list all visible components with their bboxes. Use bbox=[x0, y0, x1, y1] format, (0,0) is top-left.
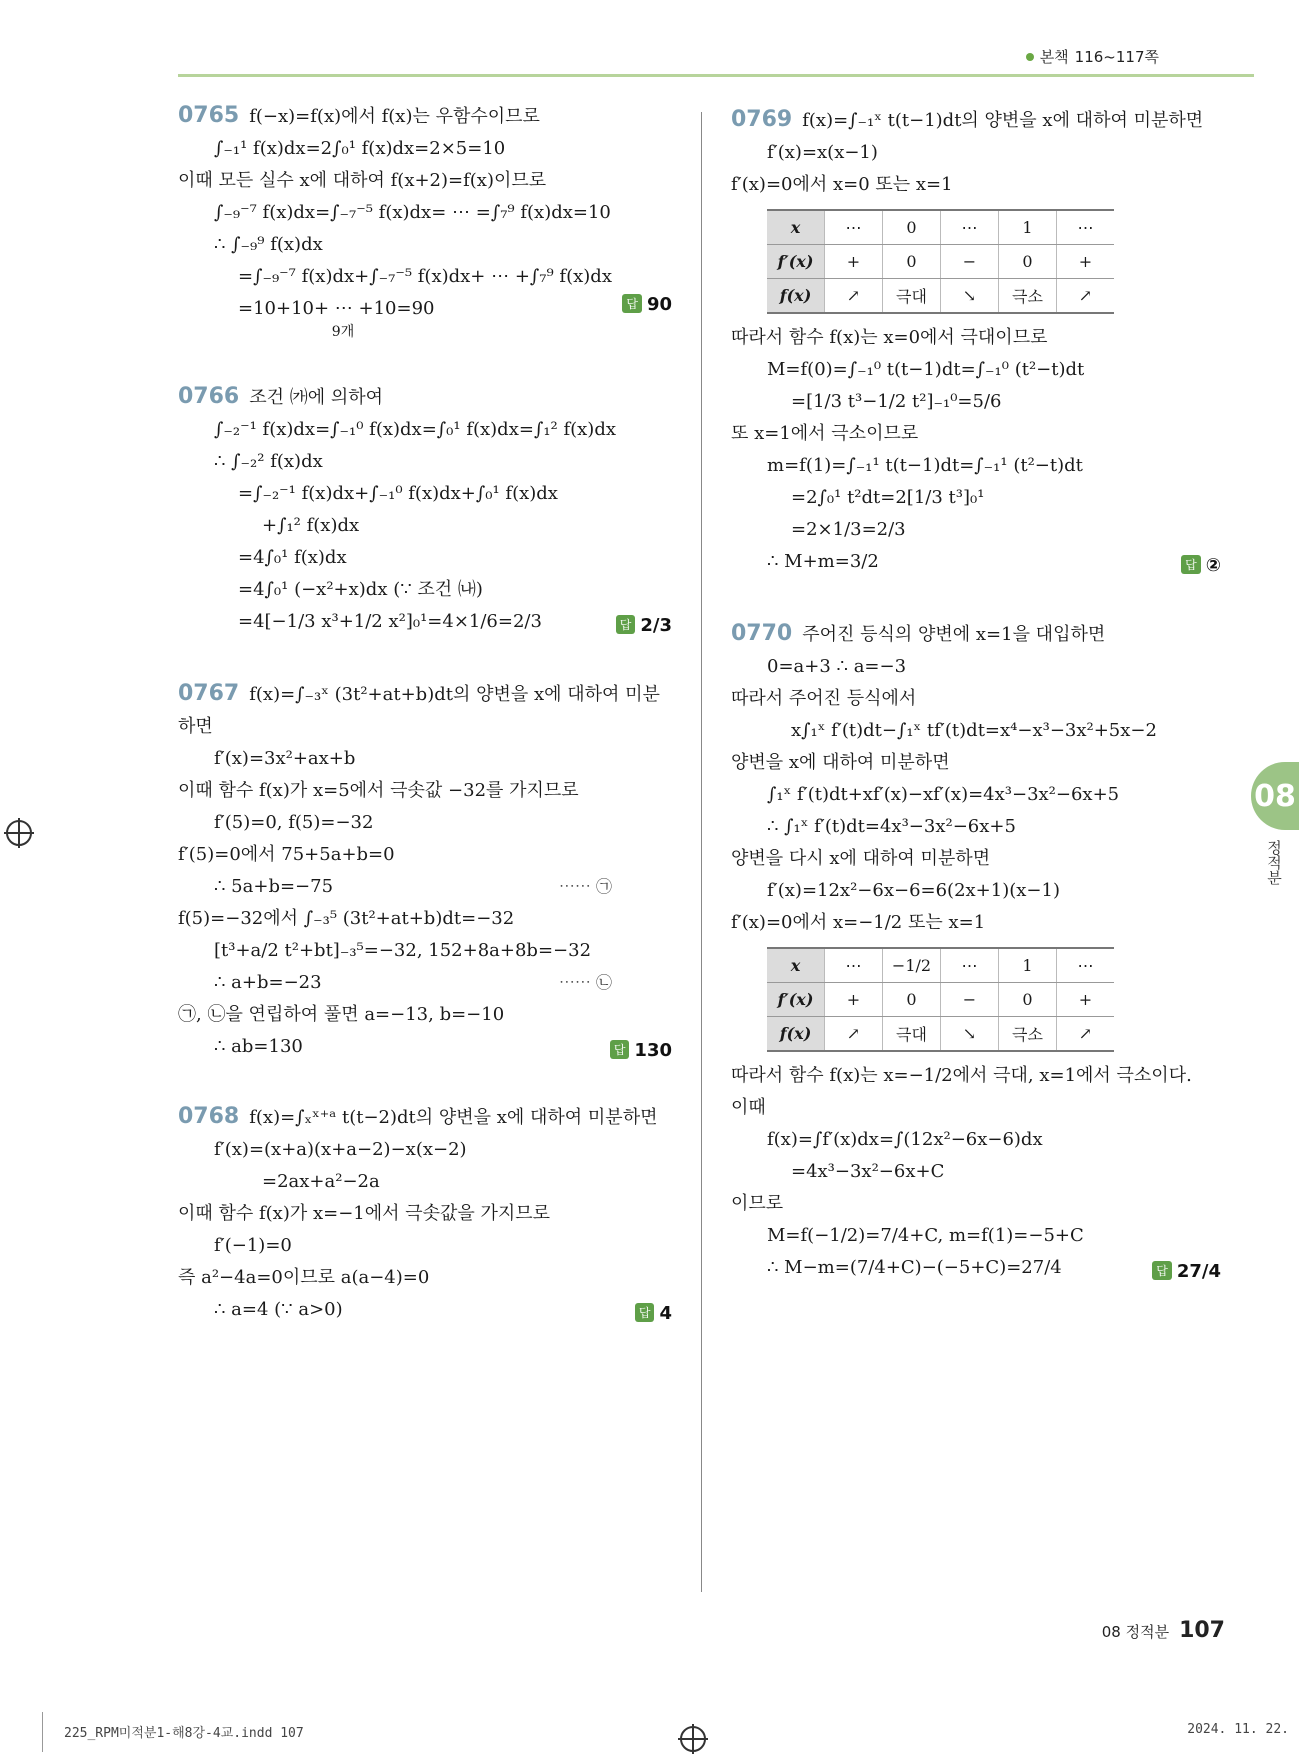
table-cell: 극대 bbox=[883, 279, 941, 314]
line-text: ㉠, ㉡을 연립하여 풀면 a=−13, b=−10 bbox=[178, 1004, 505, 1025]
problem-number[interactable]: 0770 bbox=[731, 621, 793, 646]
math-line bbox=[178, 574, 672, 606]
table-row-header: f(x) bbox=[767, 279, 825, 314]
line-text: 양변을 다시 x에 대하여 미분하면 bbox=[731, 848, 991, 869]
crop-mark bbox=[42, 1712, 43, 1752]
line-text: 이때 bbox=[731, 1097, 766, 1118]
math-line bbox=[178, 807, 672, 839]
line-text: 이때 함수 f(x)가 x=5에서 극솟값 −32를 가지므로 bbox=[178, 780, 579, 801]
column-divider bbox=[701, 112, 702, 1592]
math-line bbox=[178, 1031, 672, 1063]
line-text: f′(x)=0에서 x=0 또는 x=1 bbox=[731, 174, 953, 195]
table-cell: ↘ bbox=[941, 1017, 999, 1052]
answer-tag: 답 bbox=[1152, 1261, 1172, 1280]
math-line bbox=[178, 678, 672, 711]
table-cell: + bbox=[825, 983, 883, 1017]
answer-tag: 답 bbox=[610, 1040, 630, 1059]
chapter-tab-label: 정적분 bbox=[1265, 840, 1283, 885]
table-cell: ⋯ bbox=[941, 210, 999, 245]
math-line bbox=[178, 743, 672, 775]
line-text: =4∫₀¹ (−x²+x)dx (∵ 조건 ㈏) bbox=[238, 579, 483, 600]
math-line bbox=[178, 1198, 672, 1230]
problem-block-0768 bbox=[178, 1101, 672, 1326]
problem-block-0770 bbox=[731, 618, 1221, 1284]
line-text: 양변을 x에 대하여 미분하면 bbox=[731, 752, 950, 773]
math-line bbox=[178, 542, 672, 574]
chapter-tab[interactable] bbox=[1251, 762, 1299, 830]
line-text: =4[−1/3 x³+1/2 x²]₀¹=4×1/6=2/3 bbox=[238, 611, 542, 632]
math-line bbox=[178, 1166, 672, 1198]
math-line bbox=[178, 446, 672, 478]
line-text: f(x)=∫f′(x)dx=∫(12x²−6x−6)dx bbox=[767, 1129, 1043, 1150]
line-text: f(5)=−32에서 ∫₋₃⁵ (3t²+at+b)dt=−32 bbox=[178, 908, 515, 929]
table-cell: ↗ bbox=[1057, 1017, 1115, 1052]
table-row bbox=[767, 245, 1114, 279]
line-text: 따라서 함수 f(x)는 x=0에서 극대이므로 bbox=[731, 327, 1048, 348]
math-line bbox=[178, 839, 672, 871]
line-text: =2ax+a²−2a bbox=[262, 1171, 380, 1192]
problem-number[interactable]: 0769 bbox=[731, 107, 793, 132]
line-text: 이때 모든 실수 x에 대하여 f(x+2)=f(x)이므로 bbox=[178, 170, 547, 191]
line-text: +∫₁² f(x)dx bbox=[262, 515, 360, 536]
problem-number[interactable]: 0768 bbox=[178, 1104, 240, 1129]
footer-chapter: 08 정적분 bbox=[1101, 1623, 1170, 1641]
table-row-header: f′(x) bbox=[767, 983, 825, 1017]
answer-tag: 답 bbox=[622, 294, 642, 313]
table-cell: − bbox=[941, 983, 999, 1017]
math-line bbox=[731, 651, 1221, 683]
line-text: x∫₁ˣ f′(t)dt−∫₁ˣ tf′(t)dt=x⁴−x³−3x²+5x−2 bbox=[791, 720, 1157, 741]
math-line bbox=[178, 935, 672, 967]
answer-value: 27/4 bbox=[1176, 1261, 1221, 1282]
equation-marker: ⋯⋯ ㉠ bbox=[558, 877, 612, 896]
math-line bbox=[731, 354, 1221, 386]
equation-marker: ⋯⋯ ㉡ bbox=[558, 973, 612, 992]
line-text: 이므로 bbox=[731, 1193, 784, 1214]
print-file-info: 225_RPM미적분1-해8강-4교.indd 107 bbox=[64, 1726, 304, 1741]
answer-box bbox=[616, 615, 672, 636]
answer-box bbox=[622, 294, 672, 315]
math-line bbox=[178, 606, 672, 638]
problem-block-0769 bbox=[731, 104, 1221, 578]
math-line bbox=[731, 482, 1221, 514]
header-book-label: 본책 bbox=[1039, 48, 1069, 66]
line-text: f′(x)=3x²+ax+b bbox=[214, 748, 356, 769]
math-line bbox=[731, 875, 1221, 907]
page-footer bbox=[1102, 1618, 1225, 1643]
table-cell: − bbox=[941, 245, 999, 279]
math-line bbox=[178, 478, 672, 510]
table-cell: 극소 bbox=[999, 1017, 1057, 1052]
line-text: f′(5)=0에서 75+5a+b=0 bbox=[178, 844, 395, 865]
math-line bbox=[178, 197, 672, 229]
line-text: ∴ ∫₋₂² f(x)dx bbox=[214, 451, 323, 472]
table-cell: 0 bbox=[883, 245, 941, 279]
math-line bbox=[731, 386, 1221, 418]
line-text: ∫₋₁¹ f(x)dx=2∫₀¹ f(x)dx=2×5=10 bbox=[214, 138, 506, 159]
math-line bbox=[178, 871, 672, 903]
line-text: ∴ ∫₁ˣ f′(t)dt=4x³−3x²−6x+5 bbox=[767, 816, 1016, 837]
answer-tag: 답 bbox=[616, 615, 636, 634]
bullet-dot-icon bbox=[1026, 53, 1034, 61]
table-cell: ⋯ bbox=[1057, 948, 1115, 983]
line-text: ∫₋₂⁻¹ f(x)dx=∫₋₁⁰ f(x)dx=∫₀¹ f(x)dx=∫₁² f(x)dx bbox=[214, 419, 617, 440]
line-text: =[1/3 t³−1/2 t²]₋₁⁰=5/6 bbox=[791, 391, 1002, 412]
math-line bbox=[731, 104, 1221, 137]
table-cell: ↗ bbox=[825, 279, 883, 314]
answer-tag: 답 bbox=[1181, 555, 1201, 574]
math-line bbox=[731, 1156, 1221, 1188]
print-date: 2024. 11. 22. bbox=[1187, 1722, 1289, 1737]
math-line bbox=[731, 1220, 1221, 1252]
line-text: 따라서 함수 f(x)는 x=−1/2에서 극대, x=1에서 극소이다. bbox=[731, 1065, 1192, 1086]
answer-value: 4 bbox=[659, 1303, 672, 1324]
top-rule bbox=[178, 74, 1254, 77]
table-cell: 0 bbox=[999, 983, 1057, 1017]
line-text: f′(−1)=0 bbox=[214, 1235, 292, 1256]
table-row bbox=[767, 279, 1114, 314]
answer-value: 2/3 bbox=[640, 615, 672, 636]
line-text: =4x³−3x²−6x+C bbox=[791, 1161, 945, 1182]
table-cell: 극소 bbox=[999, 279, 1057, 314]
answer-value: 130 bbox=[634, 1040, 672, 1061]
math-line bbox=[731, 418, 1221, 450]
line-text: =10+10+ ⋯ +10=90 bbox=[238, 298, 435, 319]
math-line bbox=[178, 100, 672, 133]
line-text: f(−x)=f(x)에서 f(x)는 우함수이므로 bbox=[249, 106, 540, 127]
math-line bbox=[178, 229, 672, 261]
math-line bbox=[731, 1252, 1221, 1284]
math-line bbox=[731, 1060, 1221, 1092]
math-line bbox=[731, 683, 1221, 715]
line-text: f′(5)=0, f(5)=−32 bbox=[214, 812, 374, 833]
table-row bbox=[767, 948, 1114, 983]
page-number: 107 bbox=[1179, 1618, 1225, 1643]
math-line bbox=[178, 903, 672, 935]
line-text: f′(x)=0에서 x=−1/2 또는 x=1 bbox=[731, 912, 986, 933]
table-row bbox=[767, 983, 1114, 1017]
line-text: 따라서 주어진 등식에서 bbox=[731, 688, 917, 709]
table-cell: ⋯ bbox=[941, 948, 999, 983]
answer-box bbox=[1152, 1261, 1221, 1282]
math-line bbox=[731, 546, 1221, 578]
table-cell: 0 bbox=[883, 983, 941, 1017]
math-line bbox=[178, 293, 672, 325]
right-column bbox=[731, 100, 1221, 1302]
line-text: ∴ 5a+b=−75 bbox=[214, 876, 334, 897]
table-cell: 1 bbox=[999, 210, 1057, 245]
math-line bbox=[178, 967, 672, 999]
header bbox=[1026, 46, 1159, 67]
table-cell: + bbox=[1057, 245, 1115, 279]
left-column bbox=[178, 100, 672, 1344]
line-text: ∴ ∫₋₉⁹ f(x)dx bbox=[214, 234, 323, 255]
line-text: 또 x=1에서 극소이므로 bbox=[731, 423, 919, 444]
line-text: ∫₋₉⁻⁷ f(x)dx=∫₋₇⁻⁵ f(x)dx= ⋯ =∫₇⁹ f(x)dx=10 bbox=[214, 202, 611, 223]
math-line bbox=[731, 747, 1221, 779]
math-line bbox=[178, 1262, 672, 1294]
math-line bbox=[731, 1092, 1221, 1124]
math-line bbox=[731, 843, 1221, 875]
math-line bbox=[178, 775, 672, 807]
line-text: 0=a+3 ∴ a=−3 bbox=[767, 656, 907, 677]
answer-box bbox=[610, 1040, 672, 1061]
math-line bbox=[731, 811, 1221, 843]
line-text: =2∫₀¹ t²dt=2[1/3 t³]₀¹ bbox=[791, 487, 985, 508]
line-text: 조건 ㈎에 의하여 bbox=[249, 387, 384, 408]
table-row bbox=[767, 1017, 1114, 1052]
math-line bbox=[178, 1101, 672, 1134]
answer-box bbox=[635, 1303, 672, 1324]
math-line bbox=[178, 1294, 672, 1326]
math-line bbox=[178, 165, 672, 197]
problem-block-0766 bbox=[178, 381, 672, 638]
problem-number[interactable]: 0767 bbox=[178, 681, 240, 706]
math-line bbox=[178, 711, 672, 743]
line-text: m=f(1)=∫₋₁¹ t(t−1)dt=∫₋₁¹ (t²−t)dt bbox=[767, 455, 1083, 476]
math-line bbox=[731, 1124, 1221, 1156]
table-cell: ↗ bbox=[1057, 279, 1115, 314]
table-cell: + bbox=[825, 245, 883, 279]
line-text: ∫₁ˣ f′(t)dt+xf′(x)−xf′(x)=4x³−3x²−6x+5 bbox=[767, 784, 1120, 805]
line-text: =2×1/3=2/3 bbox=[791, 519, 906, 540]
table-row-header: f(x) bbox=[767, 1017, 825, 1052]
math-line bbox=[178, 414, 672, 446]
line-text: =4∫₀¹ f(x)dx bbox=[238, 547, 347, 568]
table-cell: ↗ bbox=[825, 1017, 883, 1052]
line-text: =∫₋₉⁻⁷ f(x)dx+∫₋₇⁻⁵ f(x)dx+ ⋯ +∫₇⁹ f(x)dx bbox=[238, 266, 612, 287]
line-text: 이때 함수 f(x)가 x=−1에서 극솟값을 가지므로 bbox=[178, 1203, 551, 1224]
math-line bbox=[731, 169, 1221, 201]
sign-table bbox=[767, 947, 1114, 1052]
math-line bbox=[731, 322, 1221, 354]
table-cell: ⋯ bbox=[1057, 210, 1115, 245]
answer-tag: 답 bbox=[635, 1303, 655, 1322]
line-text: f′(x)=(x+a)(x+a−2)−x(x−2) bbox=[214, 1139, 467, 1160]
sign-table bbox=[767, 209, 1114, 314]
line-text: f(x)=∫₋₁ˣ t(t−1)dt의 양변을 x에 대하여 미분하면 bbox=[802, 110, 1204, 131]
math-line bbox=[731, 618, 1221, 651]
table-cell: ⋯ bbox=[825, 210, 883, 245]
table-cell: 1 bbox=[999, 948, 1057, 983]
math-line bbox=[178, 1230, 672, 1262]
line-text: 주어진 등식의 양변에 x=1을 대입하면 bbox=[802, 624, 1106, 645]
math-line bbox=[731, 715, 1221, 747]
math-line bbox=[731, 907, 1221, 939]
line-text: f(x)=∫ₓˣ⁺ᵃ t(t−2)dt의 양변을 x에 대하여 미분하면 bbox=[249, 1107, 658, 1128]
math-line bbox=[731, 450, 1221, 482]
line-text: ∴ ab=130 bbox=[214, 1036, 303, 1057]
line-text: [t³+a/2 t²+bt]₋₃⁵=−32, 152+8a+8b=−32 bbox=[214, 940, 592, 961]
problem-block-0765 bbox=[178, 100, 672, 341]
table-row-header: x bbox=[767, 210, 825, 245]
line-text: 즉 a²−4a=0이므로 a(a−4)=0 bbox=[178, 1267, 430, 1288]
math-line bbox=[178, 381, 672, 414]
table-cell: 극대 bbox=[883, 1017, 941, 1052]
answer-box bbox=[1181, 555, 1221, 576]
table-cell: 0 bbox=[883, 210, 941, 245]
math-line bbox=[178, 133, 672, 165]
line-text: ∴ a=4 (∵ a>0) bbox=[214, 1299, 343, 1320]
table-cell: + bbox=[1057, 983, 1115, 1017]
table-row bbox=[767, 210, 1114, 245]
table-cell: ⋯ bbox=[825, 948, 883, 983]
table-cell: 0 bbox=[999, 245, 1057, 279]
answer-value: 90 bbox=[646, 294, 672, 315]
line-text: ∴ M−m=(7/4+C)−(−5+C)=27/4 bbox=[767, 1257, 1062, 1278]
problem-block-0767 bbox=[178, 678, 672, 1063]
math-line bbox=[178, 510, 672, 542]
chapter-tab-number: 08 bbox=[1254, 778, 1296, 814]
math-line bbox=[178, 999, 672, 1031]
line-text: f(x)=∫₋₃ˣ (3t²+at+b)dt의 양변을 x에 대하여 미분 bbox=[249, 684, 660, 705]
problem-number[interactable]: 0766 bbox=[178, 384, 240, 409]
problem-number[interactable]: 0765 bbox=[178, 103, 240, 128]
math-line bbox=[731, 514, 1221, 546]
registration-mark-icon bbox=[6, 820, 32, 846]
table-cell: −1/2 bbox=[883, 948, 941, 983]
table-row-header: x bbox=[767, 948, 825, 983]
line-text: =∫₋₂⁻¹ f(x)dx+∫₋₁⁰ f(x)dx+∫₀¹ f(x)dx bbox=[238, 483, 558, 504]
underbrace-label: 9개 bbox=[331, 324, 355, 340]
math-line bbox=[178, 261, 672, 293]
header-pages: 116~117쪽 bbox=[1074, 48, 1159, 66]
math-line bbox=[178, 1134, 672, 1166]
line-text: ∴ a+b=−23 bbox=[214, 972, 322, 993]
line-text: f′(x)=x(x−1) bbox=[767, 142, 878, 163]
answer-value: ② bbox=[1205, 555, 1221, 576]
math-line bbox=[731, 1188, 1221, 1220]
line-text: f′(x)=12x²−6x−6=6(2x+1)(x−1) bbox=[767, 880, 1060, 901]
math-line bbox=[731, 779, 1221, 811]
line-text: 하면 bbox=[178, 716, 213, 737]
table-row-header: f′(x) bbox=[767, 245, 825, 279]
table-cell: ↘ bbox=[941, 279, 999, 314]
registration-mark-icon bbox=[680, 1726, 706, 1752]
math-line bbox=[731, 137, 1221, 169]
line-text: ∴ M+m=3/2 bbox=[767, 551, 879, 572]
line-text: M=f(−1/2)=7/4+C, m=f(1)=−5+C bbox=[767, 1225, 1084, 1246]
line-text: M=f(0)=∫₋₁⁰ t(t−1)dt=∫₋₁⁰ (t²−t)dt bbox=[767, 359, 1085, 380]
